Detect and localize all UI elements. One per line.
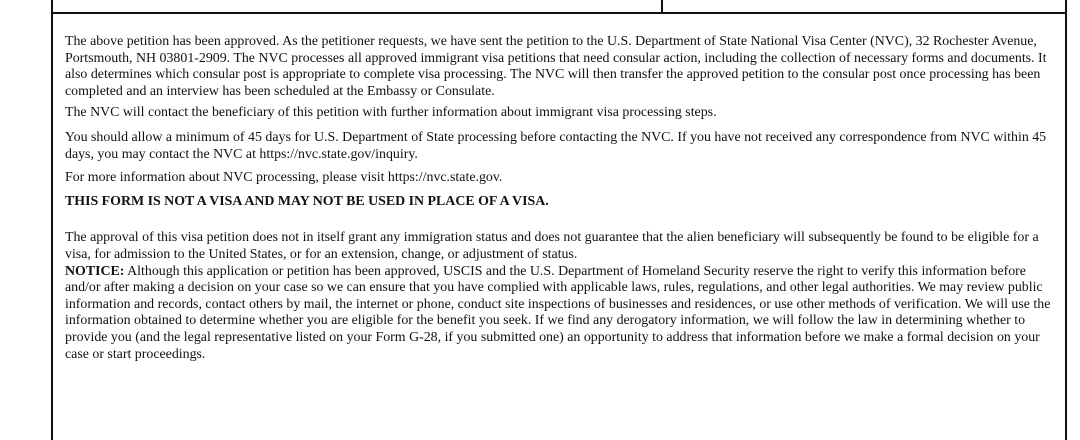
- notice-text: Although this application or petition has been approved, USCIS and the U.S. Department of Homeland Security reserve the right to verify this information before and/or after making a decision on your case so we can ensure that you have complied with applicable laws, rules, regulations, and other legal authorities. We may review public information and records, contact others by mail, the internet or phone, conduct site inspections of businesses and residences, or use other methods of verification. We will use the information obtained to determine whether you are eligible for the benefit you seek. If we find any derogatory information, we will follow the law in determining whether to provide you (and the legal representative listed on your Form G-28, if you submitted one) an opportunity to address that information before we make a formal decision on your case or start proceedings.: [65, 263, 1051, 362]
- top-cell-divider: [661, 0, 663, 13]
- paragraph-approval-status: The approval of this visa petition does not in itself grant any immigration status and does not guarantee that the alien beneficiary will subsequently be found to be eligible for a visa, for admission to the United States, or for an extension, change, or adjustment of status.: [65, 230, 1039, 262]
- notice-label: NOTICE:: [65, 263, 125, 279]
- paragraph-allow-days: You should allow a minimum of 45 days for U.S. Department of State processing before contacting the NVC. If you have not received any correspondence from NVC within 45 days, you may contact the NVC at https://nvc.state.gov/inquiry.: [65, 129, 1047, 162]
- paragraph-nvc-contact: The NVC will contact the beneficiary of this petition with further information about immigrant visa processing steps.: [65, 105, 717, 121]
- paragraph-nvc-sent: The above petition has been approved. As the petitioner requests, we have sent the petition to the U.S. Department of State National Visa Center (NVC), 32 Rochester Avenue, Portsmouth, NH 03801-2909. The NVC processes all approved immigrant visa petitions that need consular action, including the collection of necessary forms and documents. It also determines which consular post is appropriate to complete visa processing. The NVC will then transfer the approved petition to the consular post once processing has been completed and an interview has been scheduled at the Embassy or Consulate.: [65, 34, 1047, 99]
- paragraph-more-info: For more information about NVC processing, please visit https://nvc.state.gov.: [65, 170, 503, 186]
- top-border-rule: [51, 12, 1067, 14]
- not-a-visa-warning: THIS FORM IS NOT A VISA AND MAY NOT BE USED IN PLACE OF A VISA.: [65, 193, 549, 209]
- document-body: [65, 34, 1060, 363]
- notice-paragraph: [65, 264, 1060, 364]
